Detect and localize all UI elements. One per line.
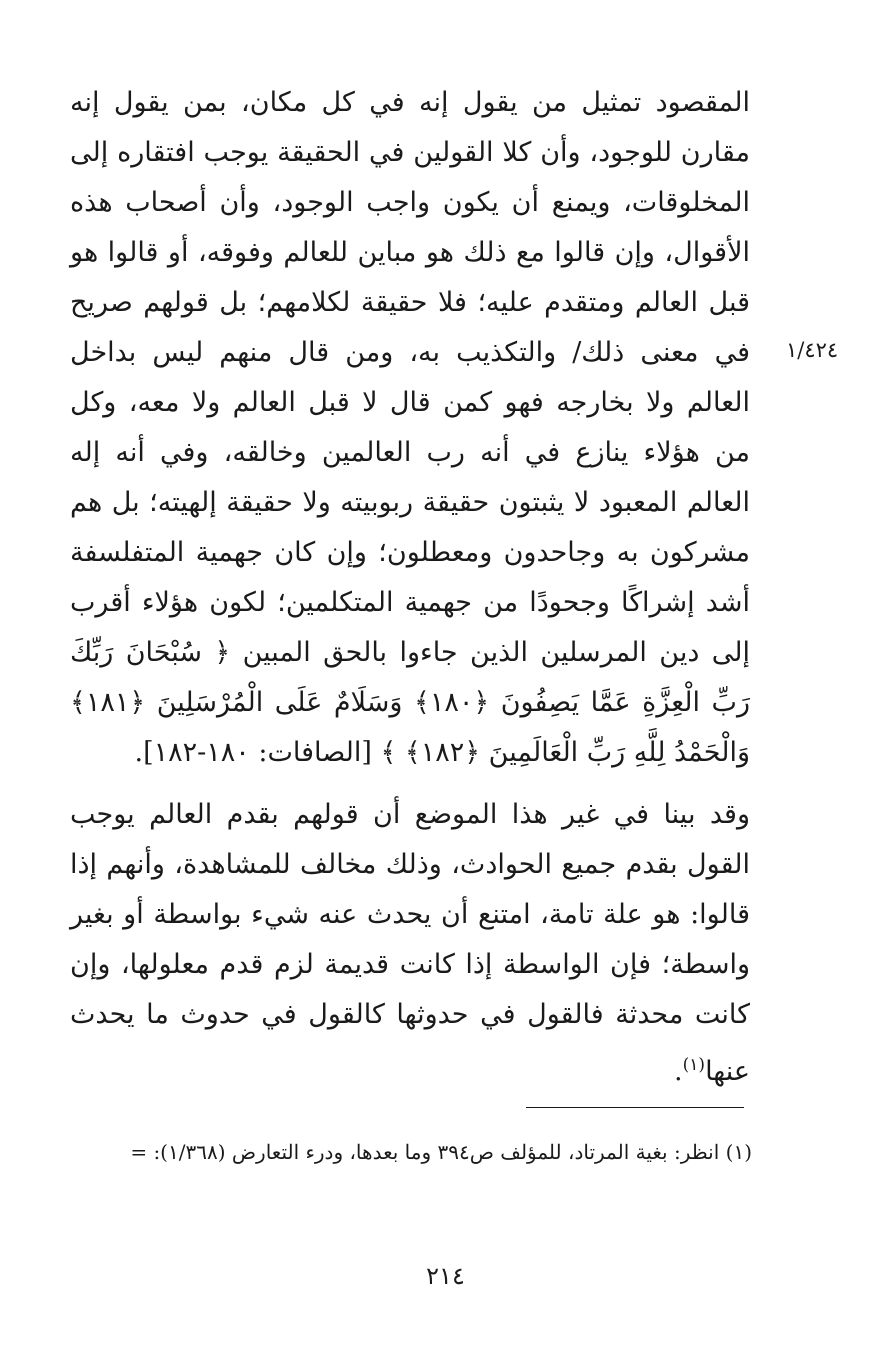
margin-page-reference: ١/٤٢٤ <box>786 338 839 362</box>
body-paragraph-2 <box>70 790 750 1097</box>
footnote-reference: (١) <box>682 1055 706 1075</box>
body-paragraph-2-text: وقد بينا في غير هذا الموضع أن قولهم بقدم العالم يوجب القول بقدم جميع الحوادث، وذلك مخالف للمشاهدة، وأنهم إذا قالوا: هو علة تامة، امتنع أن يحدث عنه شيء بواسطة أو بغير واسطة؛ فإن الواسطة إذا كانت قديمة لزم قدم معلولها، وإن كانت محدثة فالقول في حدوثها كالقول في حدوث ما يحدث عنها <box>70 799 750 1087</box>
footnote-separator <box>526 1107 744 1108</box>
page-number: ٢١٤ <box>426 1262 465 1290</box>
footnote: (١) انظر: بغية المرتاد، للمؤلف ص٣٩٤ وما بعدها، ودرء التعارض (١/٣٦٨): = <box>130 1140 752 1164</box>
body-paragraph-1: المقصود تمثيل من يقول إنه في كل مكان، بمن يقول إنه مقارن للوجود، وأن كلا القولين في الحقيقة يوجب افتقاره إلى المخلوقات، ويمنع أن يكون واجب الوجود، وأن أصحاب هذه الأقوال، وإن قالوا مع ذلك هو مباين للعالم وفوقه، أو قالوا هو قبل العالم ومتقدم عليه؛ فلا حقيقة لكلامهم؛ بل قولهم صريح في معنى ذلك/ والتكذيب به، ومن قال منهم ليس بداخل العالم ولا بخارجه فهو كمن قال لا قبل العالم ولا معه، وكل من هؤلاء ينازع في أنه رب العالمين وخالقه، وفي أنه إله العالم المعبود لا يثبتون حقيقة ربوبيته ولا حقيقة إلهيته؛ بل هم مشركون به وجاحدون ومعطلون؛ وإن كان جهمية المتفلسفة أشد إشراكًا وجحودًا من جهمية المتكلمين؛ لكون هؤلاء أقرب إلى دين المرسلين الذين جاءوا بالحق المبين ﴿ سُبْحَانَ رَبِّكَ رَبِّ الْعِزَّةِ عَمَّا يَصِفُونَ ﴿١٨٠﴾ وَسَلَامٌ عَلَى الْمُرْسَلِينَ ﴿١٨١﴾ وَالْحَمْدُ لِلَّهِ رَبِّ الْعَالَمِينَ ﴿١٨٢﴾ ﴾ [الصافات: ١٨٠-١٨٢]. <box>70 87 750 768</box>
paragraph-2-end: . <box>674 1056 683 1087</box>
